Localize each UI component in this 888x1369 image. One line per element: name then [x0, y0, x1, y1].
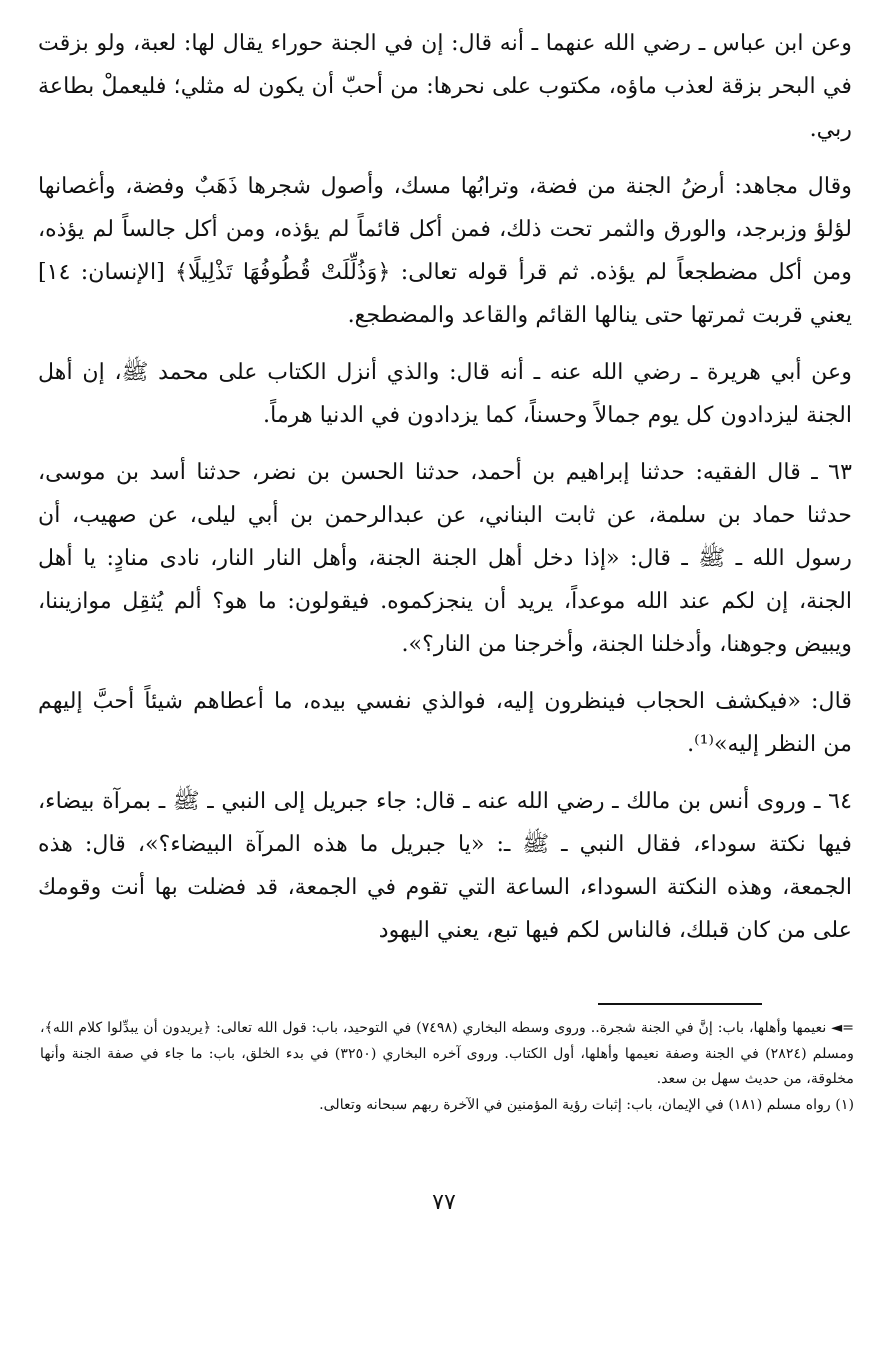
page-body: [38, 22, 852, 966]
footnote-continued: =◄ نعيمها وأهلها، باب: إنَّ في الجنة شجرة.. وروى وسطه البخاري (٧٤٩٨) في التوحيد، باب: قول الله تعالى: ﴿يريدون أن يبدِّلوا كلام الله﴾، ومسلم (٢٨٢٤) في الجنة وصفة نعيمها وأهلها، أول الكتاب. وروى آخره البخاري (٣٢٥٠) في بدء الخلق، باب: ما جاء في صفة الجنة وأنها مخلوقة، من حديث سهل بن سعد.: [40, 1020, 854, 1087]
paragraph-abu-hurayrah: وعن أبي هريرة ـ رضي الله عنه ـ أنه قال: والذي أنزل الكتاب على محمد ﷺ، إن أهل الجنة ليزدادون كل يوم جمالاً وحسناً، كما يزدادون في الدنيا هرماً.: [38, 359, 852, 428]
footnotes: [40, 1016, 854, 1118]
paragraph-hadith-63: ٦٣ ـ قال الفقيه: حدثنا إبراهيم بن أحمد، حدثنا الحسن بن نضر، حدثنا أسد بن موسى، حدثنا حماد بن سلمة، عن ثابت البناني، عن عبدالرحمن بن أبي ليلى، عن صهيب، أن رسول الله ـ ﷺ ـ قال: «إذا دخل أهل الجنة الجنة، وأهل النار النار، نادى منادٍ: يا أهل الجنة، إن لكم عند الله موعداً، يريد أن ينجزكموه. فيقولون: ما هو؟ ألم يُثقِل موازيننا، ويبيض وجوهنا، وأدخلنا الجنة، وأخرجنا من النار؟».: [38, 459, 852, 657]
page-number: ٧٧: [432, 1190, 456, 1215]
paragraph-mujahid: وقال مجاهد: أرضُ الجنة من فضة، وترابُها مسك، وأصول شجرها ذَهَبٌ وفضة، وأغصانها لؤلؤ وزبرجد، والورق والثمر تحت ذلك، فمن أكل قائماً لم يؤذه، ومن أكل جالساً لم يؤذه، ومن أكل مضطجعاً لم يؤذه. ثم قرأ قوله تعالى: ﴿وَذُلِّلَتْ قُطُوفُهَا تَذْلِيلًا﴾ [الإنسان: ١٤] يعني قربت ثمرتها حتى ينالها القائم والقاعد والمضطجع.: [38, 173, 852, 328]
main-text: [38, 22, 852, 952]
footnote-1: (١) رواه مسلم (١٨١) في الإيمان، باب: إثبات رؤية المؤمنين في الآخرة ربهم سبحانه وتعالى.: [319, 1096, 854, 1113]
paragraph-hadith-63-continued: قال: «فيكشف الحجاب فينظرون إليه، فوالذي نفسي بيده، ما أعطاهم شيئاً أحبَّ إليهم من النظر إليه»⁽¹⁾.: [38, 688, 852, 757]
paragraph-hadith-64: ٦٤ ـ وروى أنس بن مالك ـ رضي الله عنه ـ قال: جاء جبريل إلى النبي ـ ﷺ ـ بمرآة بيضاء، فيها نكتة سوداء، فقال النبي ـ ﷺ ـ: «يا جبريل ما هذه المرآة البيضاء؟»، قال: هذه الجمعة، وهذه النكتة السوداء، الساعة التي تقوم في الجمعة، قد فضلت بها أنت وقومك على من كان قبلك، فالناس لكم فيها تبع، يعني اليهود: [38, 788, 852, 943]
footnote-separator: [598, 1003, 762, 1005]
paragraph-ibn-abbas: وعن ابن عباس ـ رضي الله عنهما ـ أنه قال: إن في الجنة حوراء يقال لها: لعبة، ولو بزقت في البحر بزقة لعذب ماؤه، مكتوب على نحرها: من أحبّ أن يكون له مثلي؛ فليعملْ بطاعة ربي.: [38, 30, 852, 142]
